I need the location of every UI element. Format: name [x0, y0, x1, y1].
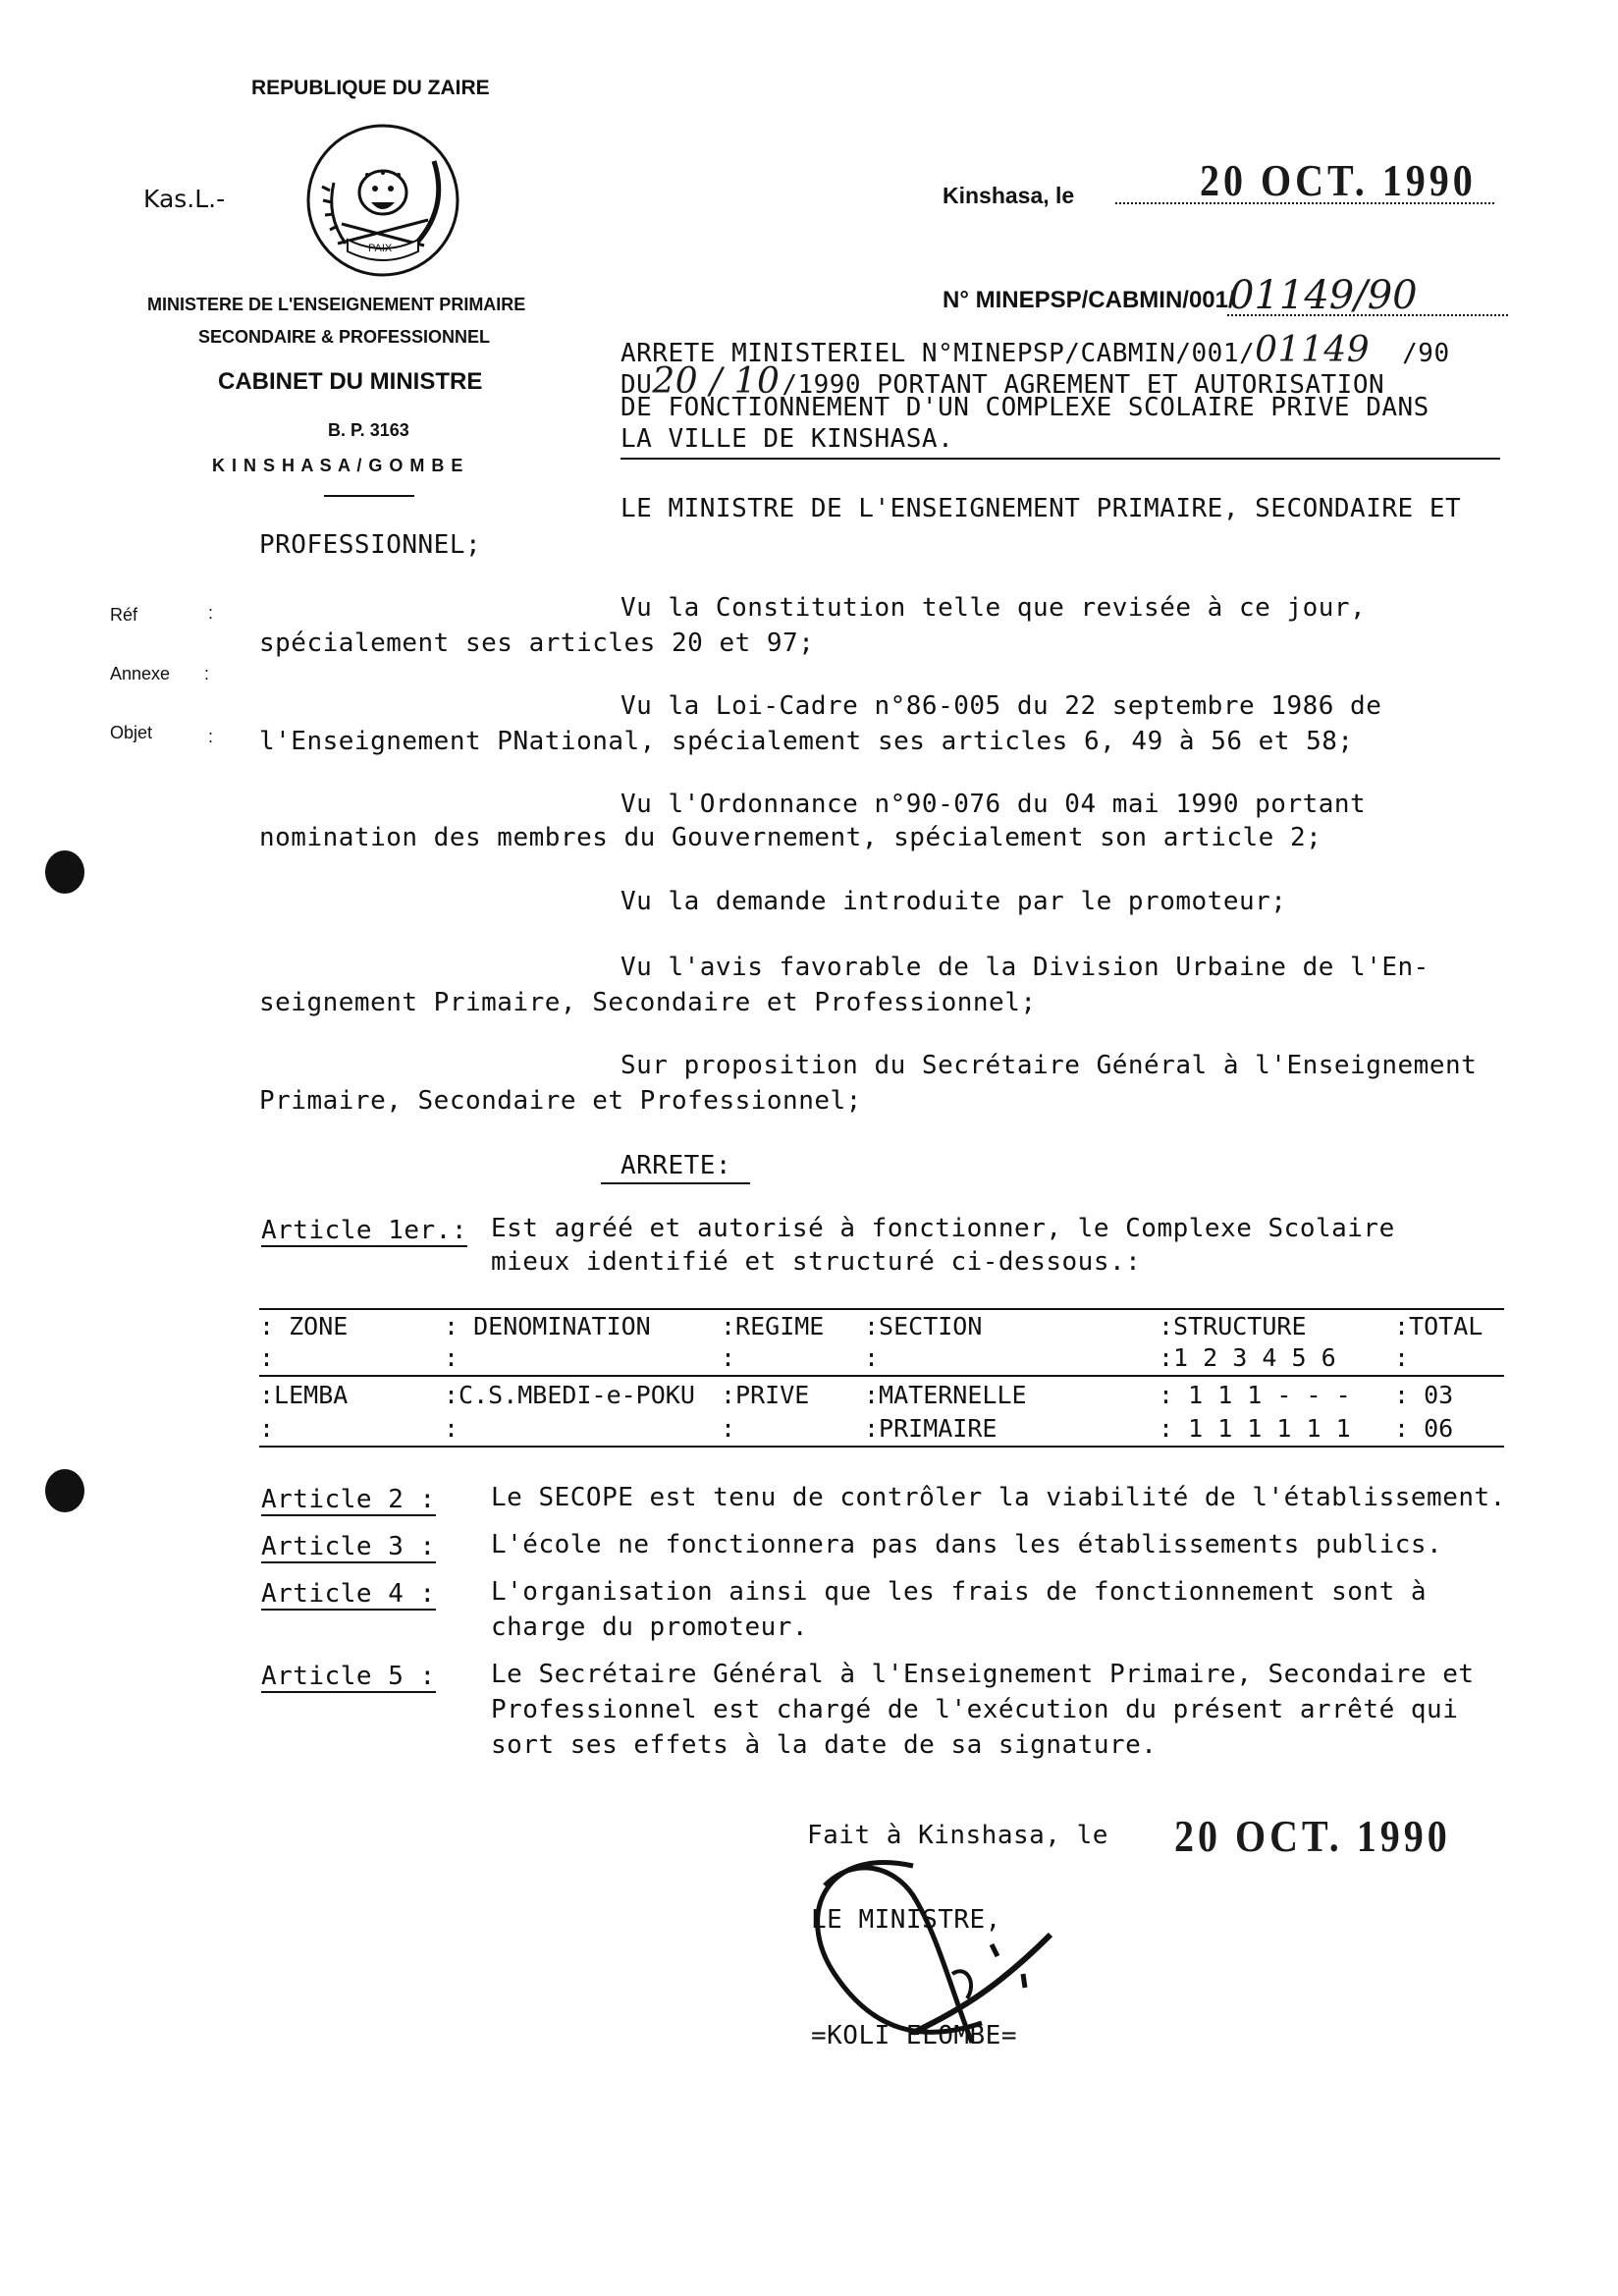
table-cell: :	[1394, 1343, 1410, 1372]
table-cell: : 03	[1394, 1381, 1454, 1409]
table-cell: : 1 1 1 - - -	[1159, 1381, 1351, 1409]
vu-avis-a: Vu l'avis favorable de la Division Urbaine de l'En-	[620, 953, 1429, 982]
annexe-label: Annexe	[110, 664, 171, 683]
title-line-2-prefix: DU	[620, 370, 653, 400]
article-label: Article 5 :	[261, 1662, 436, 1691]
title-date-handwritten: 20 / 10	[652, 361, 781, 402]
vu-ordonnance-b: nomination des membres du Gouvernement, spécialement son article 2;	[259, 823, 1322, 852]
national-emblem-icon	[297, 122, 469, 279]
title-line-1-prefix: ARRETE MINISTERIEL N°MINEPSP/CABMIN/001/	[620, 339, 1256, 368]
table-cell: :	[864, 1343, 880, 1372]
table-cell: :SECTION	[864, 1312, 983, 1340]
article-label: Article 3 :	[261, 1532, 436, 1561]
po-box: B. P. 3163	[328, 420, 409, 440]
sur-proposition-b: Primaire, Secondaire et Professionnel;	[259, 1086, 862, 1116]
table-cell: :PRIVE	[721, 1381, 810, 1409]
reference-code: Kas.L.-	[143, 185, 226, 213]
table-cell: :STRUCTURE	[1159, 1312, 1307, 1340]
article-1-label: Article 1er.:	[261, 1216, 467, 1245]
title-underline	[620, 458, 1500, 460]
title-line-3: DE FONCTIONNEMENT D'UN COMPLEXE SCOLAIRE PRIVE DANS	[620, 393, 1429, 422]
place-date-label: Kinshasa, le	[943, 183, 1075, 208]
article-text-line: Le Secrétaire Général à l'Enseignement Primaire, Secondaire et	[491, 1660, 1475, 1689]
ref-label: Réf	[110, 605, 138, 625]
table-cell: :TOTAL	[1394, 1312, 1483, 1340]
article-text-line: Le SECOPE est tenu de contrôler la viabilité de l'établissement.	[491, 1483, 1506, 1512]
article-text-line: charge du promoteur.	[491, 1613, 809, 1642]
table-row	[259, 1414, 1502, 1446]
article-text-line: sort ses effets à la date de sa signature.	[491, 1730, 1158, 1760]
table-cell: :	[444, 1343, 459, 1372]
table-cell: :LEMBA	[259, 1381, 349, 1409]
republic-heading: REPUBLIQUE DU ZAIRE	[251, 77, 490, 99]
punch-hole-bottom	[45, 1469, 84, 1512]
article-label: Article 2 :	[261, 1485, 436, 1514]
table-row	[259, 1375, 1502, 1414]
title-line-4: LA VILLE DE KINSHASA.	[620, 424, 954, 454]
table-cell: :	[721, 1343, 736, 1372]
vu-constitution-a: Vu la Constitution telle que revisée à ce jour,	[620, 593, 1367, 623]
sur-proposition-a: Sur proposition du Secrétaire Général à l'Enseignement	[620, 1051, 1478, 1080]
city-line: K I N S H A S A / G O M B E	[212, 456, 464, 475]
objet-colon: :	[208, 727, 214, 746]
table-cell: :	[444, 1414, 459, 1443]
punch-hole-top	[45, 850, 84, 894]
table-row	[259, 1312, 1502, 1343]
minister-line-2: PROFESSIONNEL;	[259, 530, 482, 560]
table-cell: :	[259, 1414, 275, 1443]
article-text-line: Professionnel est chargé de l'exécution du présent arrêté qui	[491, 1695, 1459, 1724]
signature-date-stamp: 20 OCT. 1990	[1174, 1810, 1451, 1862]
arrete-underline	[601, 1182, 750, 1184]
table-mid-rule	[259, 1375, 1504, 1377]
ministry-line-1: MINISTERE DE L'ENSEIGNEMENT PRIMAIRE	[147, 295, 526, 314]
article-text-line: L'organisation ainsi que les frais de fonctionnement sont à	[491, 1577, 1428, 1607]
table-cell: : 06	[1394, 1414, 1454, 1443]
table-cell: :PRIMAIRE	[864, 1414, 998, 1443]
table-top-rule	[259, 1308, 1504, 1310]
article-text-line: L'école ne fonctionnera pas dans les établissements publics.	[491, 1530, 1443, 1559]
objet-label: Objet	[110, 723, 153, 742]
table-cell: :REGIME	[721, 1312, 825, 1340]
article-1-text-b: mieux identifié et structuré ci-dessous.:	[491, 1247, 1142, 1277]
document-number-label: N° MINEPSP/CABMIN/001/	[943, 287, 1235, 313]
vu-avis-b: seignement Primaire, Secondaire et Professionnel;	[259, 988, 1037, 1017]
table-row	[259, 1343, 1502, 1375]
vu-loi-cadre-b: l'Enseignement PNational, spécialement ses articles 6, 49 à 56 et 58;	[259, 727, 1354, 756]
minister-name: =KOLI ELOMBE=	[811, 2021, 1017, 2050]
table-bottom-rule	[259, 1446, 1504, 1448]
arrete-heading: ARRETE:	[620, 1151, 732, 1180]
ref-colon: :	[208, 603, 214, 623]
vu-loi-cadre-a: Vu la Loi-Cadre n°86-005 du 22 septembre 1986 de	[620, 691, 1382, 721]
table-cell: : 1 1 1 1 1 1	[1159, 1414, 1351, 1443]
annexe-colon: :	[204, 664, 210, 683]
table-cell: : DENOMINATION	[444, 1312, 651, 1340]
table-cell: :	[259, 1343, 275, 1372]
minister-title: LE MINISTRE,	[811, 1905, 1001, 1935]
vu-ordonnance-a: Vu l'Ordonnance n°90-076 du 04 mai 1990 portant	[620, 790, 1367, 819]
vu-demande: Vu la demande introduite par le promoteur;	[620, 887, 1287, 916]
article-label: Article 4 :	[261, 1579, 436, 1609]
table-cell: :	[721, 1414, 736, 1443]
title-line-1-suffix: /90	[1402, 339, 1450, 368]
structure-table	[259, 1312, 1502, 1446]
vu-constitution-b: spécialement ses articles 20 et 97;	[259, 629, 815, 658]
article-1-text-a: Est agréé et autorisé à fonctionner, le Complexe Scolaire	[491, 1214, 1395, 1243]
minister-signature	[766, 1827, 1119, 2082]
emblem-motto: PAIX	[368, 243, 393, 254]
table-cell: : ZONE	[259, 1312, 349, 1340]
table-cell: :C.S.MBEDI-e-POKU	[444, 1381, 695, 1409]
table-cell: :1 2 3 4 5 6	[1159, 1343, 1336, 1372]
number-dotted-line	[1227, 314, 1508, 316]
ministry-line-2: SECONDAIRE & PROFESSIONNEL	[198, 327, 491, 347]
title-line-2-suffix: /1990 PORTANT AGREMENT ET AUTORISATION	[782, 370, 1385, 400]
document-number-handwritten: 01149/90	[1229, 273, 1418, 318]
cabinet-heading: CABINET DU MINISTRE	[218, 368, 483, 395]
table-cell: :MATERNELLE	[864, 1381, 1027, 1409]
minister-line-1: LE MINISTRE DE L'ENSEIGNEMENT PRIMAIRE, SECONDAIRE ET	[620, 494, 1462, 523]
letterhead-divider	[324, 495, 414, 497]
date-stamp: 20 OCT. 1990	[1200, 154, 1477, 206]
title-number-handwritten: 01149	[1255, 330, 1371, 370]
fait-a-label: Fait à Kinshasa, le	[807, 1821, 1108, 1850]
